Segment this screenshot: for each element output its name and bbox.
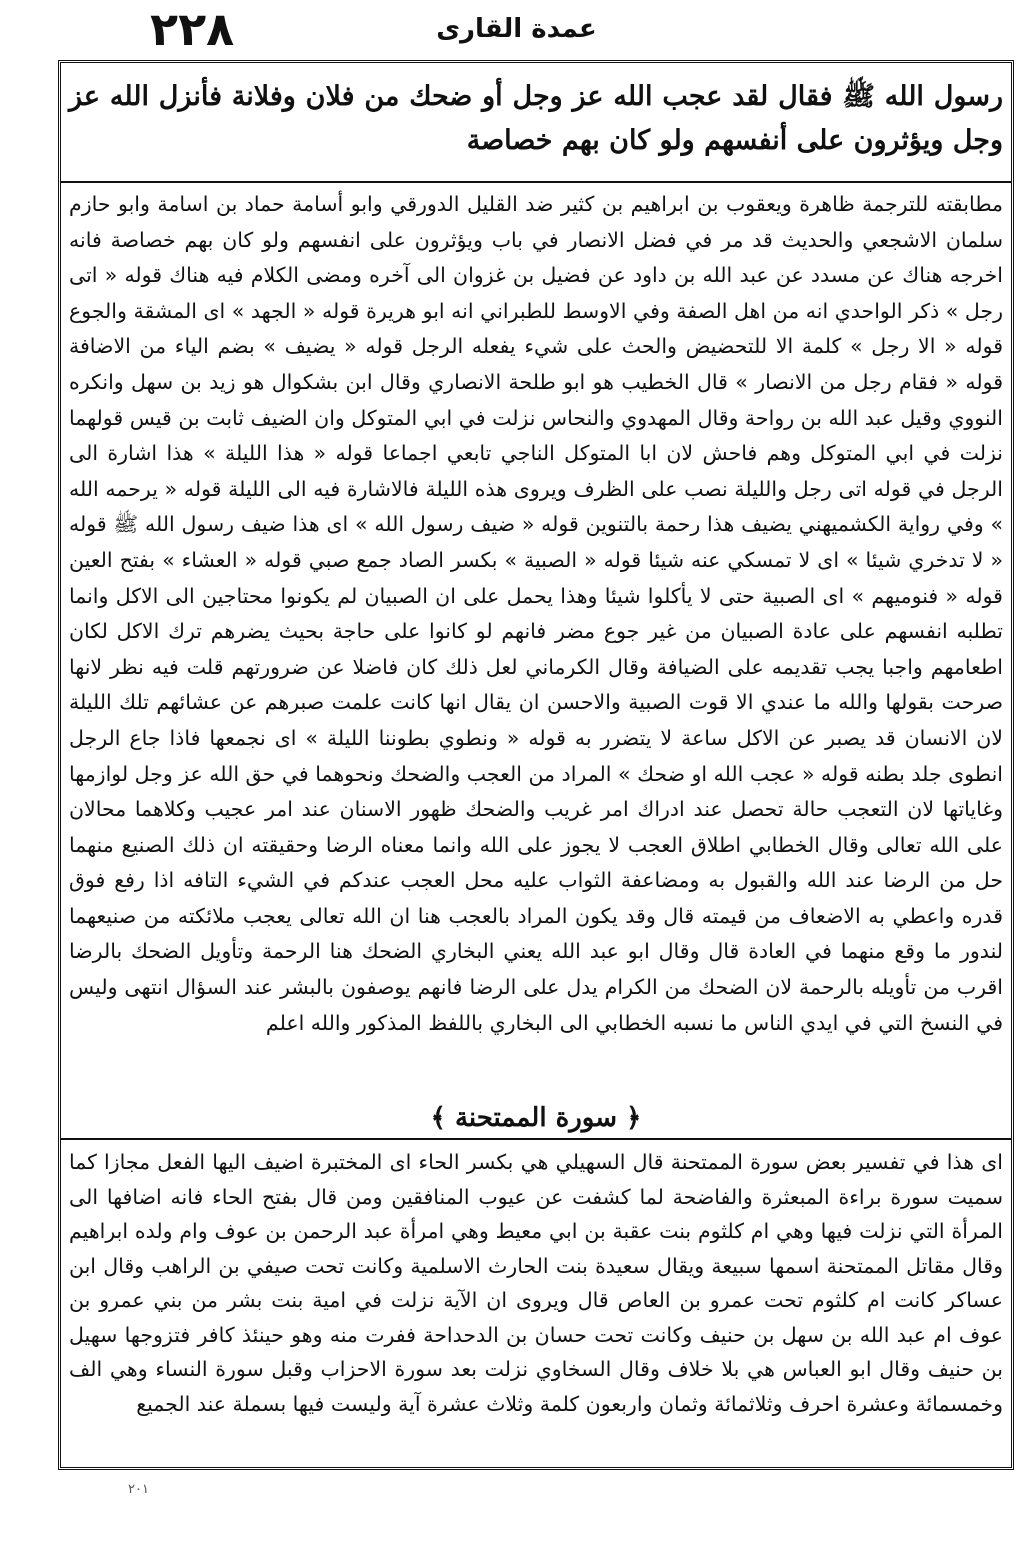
running-title: عمدة القاری: [436, 14, 597, 44]
text-frame: [58, 60, 1014, 1470]
commentary-text: مطابقته للترجمة ظاهرة ويعقوب بن ابراهيم بن كثير ضد القليل الدورقي وابو أسامة حماد بن اسامة وابو حازم سلمان الاشجعي والحديث قد مر في فضل الانصار في باب ويؤثرون على انفسهم ولو كان بهم خصاصة فانه اخرجه هناك عن مسدد عن عبد الله بن داود عن فضيل بن غزوان الى آخره ومضى الكلام فيه هناك قوله « اتى رجل » ذكر الواحدي انه من اهل الصفة وفي الاوسط للطبراني انه ابو هريرة قوله « الجهد » اى المشقة والجوع قوله « الا رجل » كلمة الا للتحضيض والحث على شيء يفعله الرجل قوله « يضيف » بضم الياء من الاضافة قوله « فقام رجل من الانصار » قال الخطيب هو ابو طلحة الانصاري وقال ابن بشكوال هو زيد بن سهل وانكره النووي وقيل عبد الله بن رواحة وقال المهدوي والنحاس نزلت في ابي المتوكل وان الضيف ثابت بن قيس قولهما نزلت في ابي المتوكل وهم فاحش لان ابا المتوكل الناجي تابعي اجماعا قوله « هذا الليلة » هذا اشارة الى الرجل في قوله اتى رجل والليلة نصب على الظرف ويروى هذه الليلة فالاشارة فيه الى الليلة قوله « يرحمه الله » وفي رواية الكشميهني يضيف هذا رحمة بالتنوين قوله « ضيف رسول الله » اى هذا ضيف رسول الله ﷺ قوله « لا تدخري شيئا » اى لا تمسكي عنه شيئا قوله « الصبية » بكسر الصاد جمع صبي قوله « العشاء » بفتح العين قوله « فنوميهم » اى الصبية حتى لا يأكلوا شيئا وهذا يحمل على ان الصبيان لم يكونوا محتاجين الى الاكل وانما تطلبه انفسهم على عادة الصبيان من غير جوع مضر فانهم لو كانوا على حاجة بحيث يضرهم ترك الاكل لكان اطعامهم واجبا يجب تقديمه على الضيافة وقال الكرماني لعل ذلك كان فاضلا عن ضرورتهم قلت فيه نظر لانها صرحت بقولها والله ما عندي الا قوت الصبية والاحسن ان يقال انها كانت علمت صبرهم عن عشائهم تلك الليلة لان الانسان قد يصبر عن الاكل ساعة لا يتضرر به قوله « ونطوي بطوننا الليلة » اى نجمعها فاذا جاع الرجل انطوى جلد بطنه قوله « عجب الله او ضحك » المراد من العجب والضحك ونحوهما في حق الله عز وجل لوازمها وغاياتها لان التعجب حالة تحصل عند ادراك امر غريب والضحك ظهور الاسنان عند امر عجيب وكلاهما محالان على الله تعالى وقال الخطابي اطلاق العجب لا يجوز على الله وانما معناه الرضا وحقيقته ان ذلك الصنيع منهما حل من الرضا عند الله والقبول به ومضاعفة الثواب عليه محل العجب عندكم في الشيء التافه اذا رفع فوق قدره واعطي به الاضعاف من قيمته قال وقد يكون المراد بالعجب هنا ان الله تعالى يعجب ملائكته من صنيعهما لندور ما وقع منهما في العادة قال وقال ابو عبد الله يعني البخاري الضحك هنا الرحمة وتأويل الضحك بالرضا اقرب من تأويله بالرحمة لان الضحك من الكرام يدل على الرضا فانهم يوصفون بالبشر عند السؤال انتهى وليس في النسخ التي في ايدي الناس ما نسبه الخطابي الى البخاري باللفظ المذكور والله اعلم: [69, 192, 1003, 1035]
section-body-text: اى هذا في تفسير بعض سورة الممتحنة قال السهيلي هي بكسر الحاء اى المختبرة اضيف اليها الفعل مجازا كما سميت سورة براءة المبعثرة والفاضحة لما كشفت عن عيوب المنافقين ومن قال بفتح الحاء فانه اضافها الى المرأة التي نزلت فيها وهي ام كلثوم بنت عقبة بن ابي معيط وهي امرأة عبد الرحمن بن عوف وام ولده ابراهيم وقال مقاتل الممتحنة اسمها سبيعة ويقال سعيدة بنت الحارث الاسلمية وكانت تحت صيفي بن الراهب وقال ابن عساكر كانت ام كلثوم تحت عمرو بن العاص قال ويروى ان الآية نزلت في امية بنت بشر من بني عمرو بن عوف ام عبد الله بن سهل بن حنيف وكانت تحت حسان بن الدحداحة ففرت منه وهو حينئذ كافر فتزوجها سهيل بن حنيف وقال ابو العباس هي بلا خلاف وقال السخاوي نزلت بعد سورة الاحزاب وقبل سورة النساء وهي الف وخمسمائة وعشرة احرف وثلاثمائة وثمان واربعون كلمة وثلاث عشرة آية وليست فيها بسملة عند الجميع: [69, 1150, 1003, 1416]
footer-print-mark: ۲۰۱: [128, 1482, 149, 1497]
section-heading: ﴿ سورة الممتحنة ﴾: [430, 1103, 642, 1133]
hadith-text: رسول الله ﷺ فقال لقد عجب الله عز وجل أو ضحك من فلان وفلانة فأنزل الله عز وجل ويؤثرون على أنفسهم ولو كان بهم خصاصة: [69, 81, 1003, 156]
section-divider-rule: [61, 1138, 1011, 1140]
page-number: ۲۲۸: [150, 2, 235, 56]
divider-rule: [61, 181, 1011, 183]
